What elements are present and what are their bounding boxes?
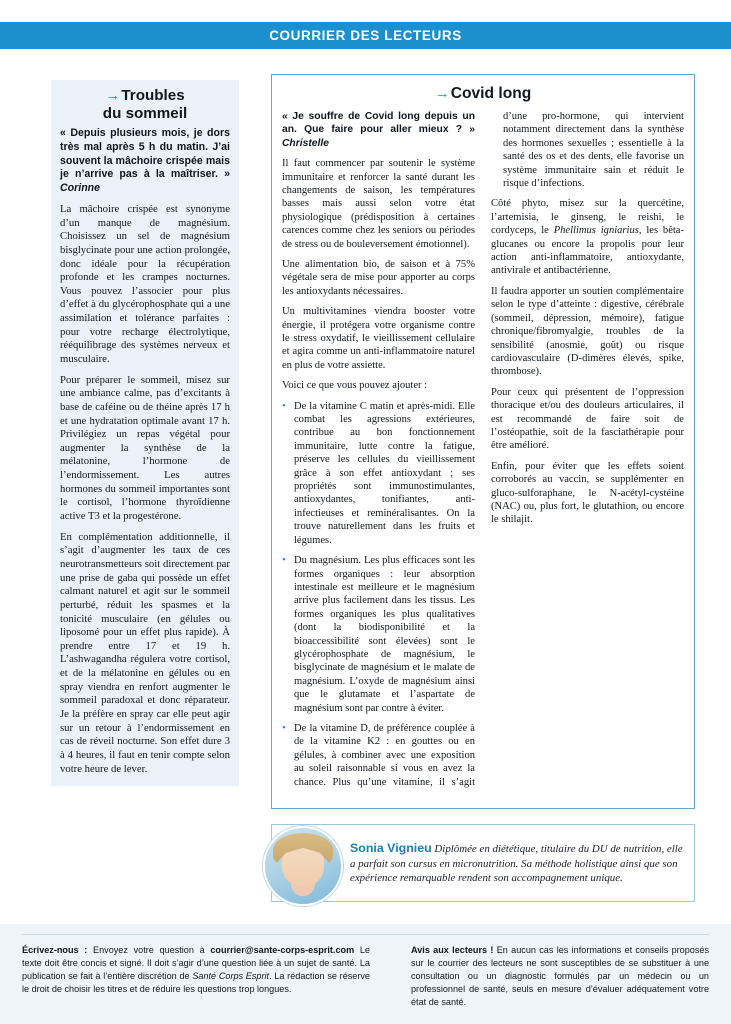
left-question-text: « Depuis plusieurs mois, je dors très mal après 5 h du matin. J’ai souvent la mâchoire crispée mais je n’arrive pas à la maîtriser. » bbox=[60, 127, 230, 181]
covid-bullet-vitamine-c-text: De la vitamine C matin et après-midi. Elle combat les agressions extérieures, contribue au bon fonctionnement immunitaire, lutte contre la fatigue, préserve les cellules du vieillissement grâce à son effet antioxydant ; ses propriétés sont immunostimulantes, antioxydantes, tonifiantes, anti-infectieuses et reminéralisantes. On la trouve naturellement dans les fruits et légumes. bbox=[294, 400, 475, 546]
banner-title: COURRIER DES LECTEURS bbox=[269, 28, 462, 43]
author-name: Sonia Vignieu bbox=[350, 841, 432, 856]
footer-divider bbox=[22, 934, 709, 935]
covid-heading-label: Covid long bbox=[450, 85, 532, 102]
footer-reader-notice-text: En aucun cas les informations et conseils proposés sur le courrier des lecteurs ne sont susceptibles de se substituer à une consultation ou un diagnostic formulés par un médecin ou un professionnel de santé, seuls en mesure d’évaluer adéquatement votre état de santé. bbox=[411, 945, 709, 1007]
left-paragraph-2: Pour préparer le sommeil, misez sur une ambiance calme, pas d’excitants à base de caféine ou de théine après 17 h et une hydratation optimale avant 17 h. Privilégiez un repas végétal pour augmenter la synthèse de la mélatonine, l’hormone de l’endormissement. Les autres hormones du sommeil importantes sont le cortisol, l’hormone thyroïdienne active T3 et la progestérone. bbox=[60, 373, 230, 523]
footer-write-to-us-text-2: Le texte doit être concis et signé. Il doit s’agir d’une question liée à un sujet de santé. La publication se fait à l’entière discrétion de bbox=[22, 945, 370, 981]
footer-reader-notice-title: Avis aux lecteurs ! bbox=[411, 945, 494, 955]
author-description: Diplômée en diététique, titulaire du DU de nutrition, elle a parfait son cursus en micronutrition. Sa méthode holistique ainsi que son expérience remarquable rendent son accompagnement unique. bbox=[350, 843, 683, 885]
covid-paragraph-7: Enfin, pour éviter que les effets soient corroborés au vaccin, se supplémenter en gluco-sulforaphane, le N-acétyl-cystéine (NAC) ou, plus fort, le glutathion, ou encore le shilajit. bbox=[491, 460, 684, 526]
footer-magazine-name: Santé Corps Esprit bbox=[192, 971, 270, 981]
footer-write-to-us-text-3: . La rédaction se réserve le droit de choisir les titres et de réduire les questions trop longues. bbox=[22, 971, 370, 994]
left-paragraph-1: La mâchoire crispée est synonyme d’un manque de magnésium. Choisissez un sel de magnésium bisglycinate pour une action prolongée, donc idéale pour la récupération profonde et les crampes nocturnes. Vous pouvez l’associer pour plus d’effet à du glycérophosphate qui a une assimilation et tolérance parfaites : pour votre recharge électrolytique, rééquilibrage des systèmes nerveux et musculaire. bbox=[60, 202, 230, 365]
covid-paragraph-1: Il faut commencer par soutenir le système immunitaire et renforcer la santé durant les changements de saison, les températures basses mais aussi selon votre état physiologique (prédisposition à certaines carences comme chez les seniors ou périodes de stress ou de bouleversement émotionnel). bbox=[282, 158, 475, 250]
covid-reader-question bbox=[282, 110, 475, 150]
covid-paragraph-4: Voici ce que vous pouvez ajouter : bbox=[282, 380, 428, 392]
covid-paragraph-phyto bbox=[491, 197, 684, 277]
covid-paragraph-3: Un multivitamines viendra booster votre énergie, il protégera votre organisme contre le stress oxydatif, le vieillissement cellulaire et agira comme un anti-inflammatoire naturel en plus de votre assiette. bbox=[282, 306, 475, 371]
covid-bullet-magnesium bbox=[282, 554, 475, 715]
avatar bbox=[263, 826, 343, 906]
covid-bullet-vitamine-c bbox=[282, 400, 475, 547]
left-question-signature: Corinne bbox=[60, 182, 101, 195]
bullet-icon: • bbox=[282, 721, 286, 734]
footer-email[interactable]: courrier@sante-corps-esprit.com bbox=[210, 945, 355, 955]
arrow-right-icon: → bbox=[434, 85, 450, 102]
article-troubles-du-sommeil bbox=[51, 80, 239, 786]
covid-article-heading bbox=[282, 85, 684, 103]
footer-write-to-us-title: Écrivez-nous : bbox=[22, 945, 88, 955]
covid-bullet-vitamine-d-text: De la vitamine D, de préférence couplée à de la vitamine K2 : en gouttes ou en gélules, à combiner avec une exposition au soleil raisonnable si vous en avez la chance. Plus qu’une vitamine, il s’agit d’une pro-hormone, qui intervient notamment directement dans la synthèse des hormones sexuelles ; essentielle à la santé des os et des dents, elle favorise un système immunitaire sain et réduit le risque d’infections. bbox=[294, 111, 684, 788]
covid-phyto-before: Côté phyto, misez sur la quercétine, l’artemisia, le ginseng, le reishi, le cordyceps, le bbox=[491, 198, 684, 237]
left-paragraph-3: En complémentation additionnelle, il s’agit d’augmenter les taux de ces neurotransmetteurs soit directement par une prise de gaba qui possède un effet calmant naturel et agit sur le sommeil perturbé, réduit les spasmes et la tonicité musculaire (en gélules ou liposomé pour un effet plus rapide). À prendre entre 17 et 19 h. L’ashwagandha régulera votre cortisol, et de la mélatonine en gélules ou en spray viendra en renfort augmenter le sommeil paradoxal et donc réparateur. Je la préfère en spray car elle peut agir sur un retour à l’endormissement en cas de réveil nocturne. Son effet dure 3 à 4 heures, il faut en tenir compte selon votre heure de lever. bbox=[60, 530, 230, 775]
covid-phyto-after: , les bêta-glucanes ou encore la propolis pour leur action anti-inflammatoire, antioxydante, antivirale et antibactérienne. bbox=[491, 225, 684, 277]
article-covid-long bbox=[271, 74, 695, 809]
page-content bbox=[0, 49, 731, 924]
arrow-right-icon: → bbox=[105, 87, 121, 104]
author-bio-text bbox=[350, 840, 694, 886]
covid-phyto-species: Phellimus igniarius bbox=[553, 225, 639, 237]
author-bio bbox=[271, 824, 695, 902]
covid-question-text: « Je souffre de Covid long depuis un an. Que faire pour aller mieux ? » bbox=[282, 111, 475, 136]
left-heading-line2: du sommeil bbox=[102, 104, 188, 122]
bullet-icon: • bbox=[282, 399, 286, 412]
covid-paragraph-5: Il faudra apporter un soutien complémentaire selon le type d’atteinte : digestive, cérébrale (sommeil, dépression, mémoire), fatigue chronique/fibromyalgie, troubles de la sensibilité (anosmie, goût) ou risque cardiovasculaire (D-dimères élevés, spike, thrombose). bbox=[491, 285, 684, 378]
covid-paragraph-6: Pour ceux qui présentent de l’oppression thoracique et/ou des douleurs articulaires, il est recommandé de faire soit de l’ostéopathie, soit de la fasciathérapie pour être amélioré. bbox=[491, 386, 684, 452]
left-heading-line1: Troubles bbox=[121, 87, 185, 104]
covid-bullet-magnesium-text: Du magnésium. Les plus efficaces sont les formes organiques : leur absorption intestinale est meilleure et le magnésium arrive plus facilement dans les tissus. Les formes organiques les plus qualitatives (dont la biodisponibilité et la bioaccessibilité sont élevées) sont le glycérophosphate de magnésium, le bisglycinate de magnésium et le malate de magnésium. L’oxyde de magnésium ainsi que le glutamate et l’aspartate de magnésium sont par contre à éviter. bbox=[294, 555, 475, 714]
footer-write-to-us bbox=[22, 944, 370, 996]
footer-write-to-us-text-1: Envoyez votre question à bbox=[87, 945, 211, 955]
covid-question-signature: Christelle bbox=[282, 137, 329, 149]
footer-reader-notice bbox=[411, 944, 709, 1009]
page-footer bbox=[0, 924, 731, 1024]
bullet-icon: • bbox=[282, 554, 286, 567]
left-article-heading bbox=[60, 87, 230, 122]
left-reader-question bbox=[60, 127, 230, 196]
section-banner bbox=[0, 22, 731, 49]
covid-paragraph-2: Une alimentation bio, de saison et à 75% végétale sera de mise pour apporter au corps les antioxydants nécessaires. bbox=[282, 258, 475, 297]
covid-two-column-text bbox=[282, 110, 684, 800]
